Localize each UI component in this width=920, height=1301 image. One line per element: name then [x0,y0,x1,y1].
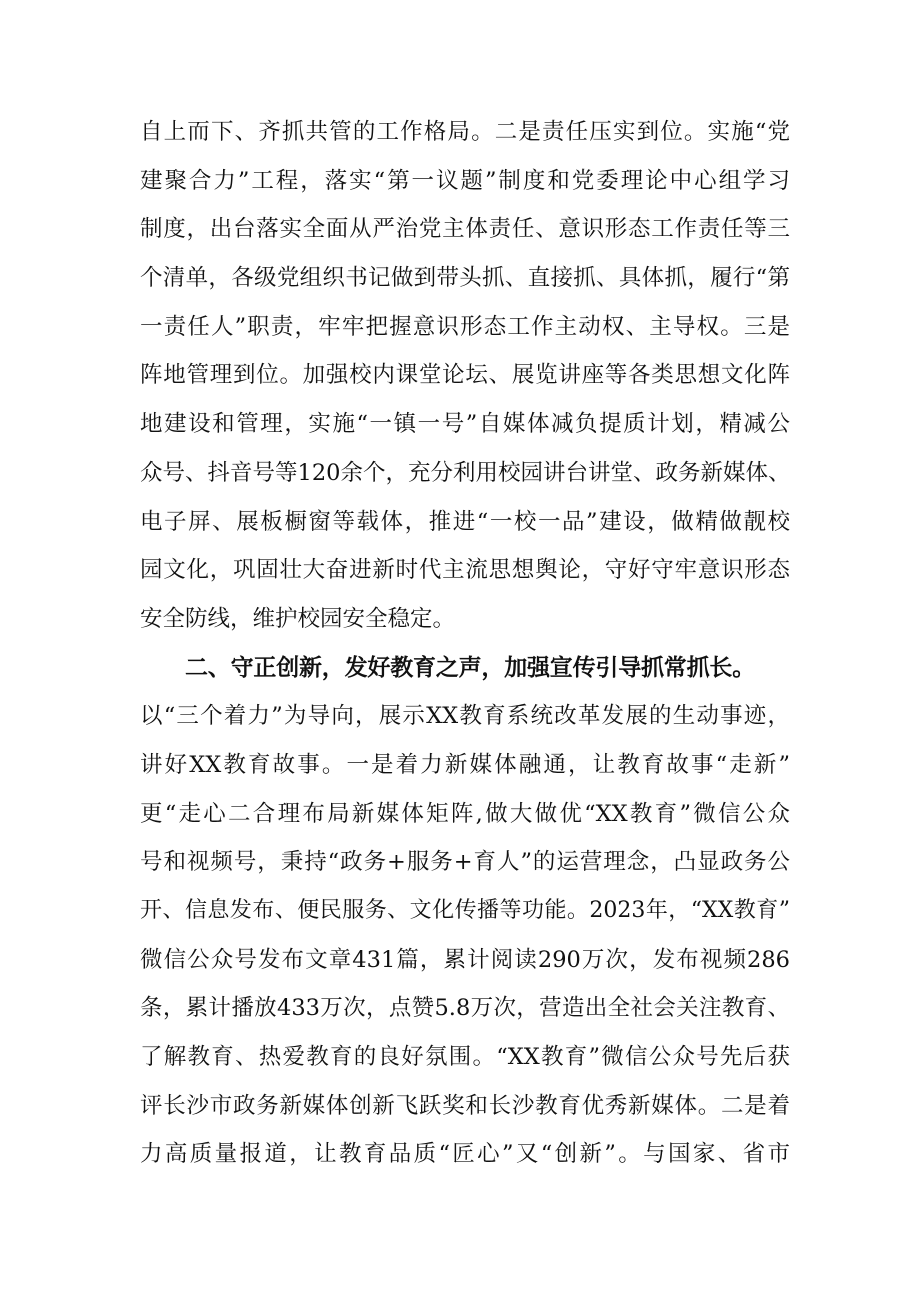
text-line: 更“走心二合理布局新媒体矩阵,做大做优“XX教育”微信公众 [140,800,790,827]
text-line: 园文化，巩固壮大奋进新时代主流思想舆论，守好守牢意识形态 [140,557,790,584]
text-line: 阵地管理到位。加强校内课堂论坛、展览讲座等各类思想文化阵 [140,362,790,389]
text-line: 自上而下、齐抓共管的工作格局。二是责任压实到位。实施“党 [140,119,790,145]
text-line: 众号、抖音号等120余个，充分利用校园讲台讲堂、政务新媒体、 [140,459,790,486]
text-line: 力高质量报道，让教育品质“匠心”又“创新”。与国家、省市 [140,1141,790,1168]
text-line: 建聚合力”工程，落实“第一议题”制度和党委理论中心组学习 [140,167,790,194]
paragraph-end-line: 安全防线，维护校园安全稳定。 [140,605,456,632]
text-line: 微信公众号发布文章431篇，累计阅读290万次，发布视频286 [140,946,790,973]
text-line: 了解教育、热爱教育的良好氛围。“XX教育”微信公众号先后获 [140,1044,790,1071]
text-line: 讲好XX教育故事。一是着力新媒体融通，让教育故事“走新” [140,751,790,778]
text-line: 号和视频号，秉持“政务+服务+育人”的运营理念，凸显政务公 [140,849,790,876]
text-line: 开、信息发布、便民服务、文化传播等功能。2023年，“XX教育” [140,898,790,923]
section-heading: 二、守正创新，发好教育之声，加强宣传引导抓常抓长。 [185,654,756,681]
text-line: 一责任人”职责，牢牢把握意识形态工作主动权、主导权。三是 [140,313,790,340]
text-line: 地建设和管理，实施“一镇一号”自媒体减负提质计划，精减公 [140,411,790,438]
text-line: 评长沙市政务新媒体创新飞跃奖和长沙教育优秀新媒体。二是着 [140,1092,790,1119]
text-line: 条，累计播放433万次，点赞5.8万次，营造出全社会关注教育、 [140,995,790,1022]
text-line: 电子屏、展板橱窗等载体，推进“一校一品”建设，做精做靓校 [140,508,790,535]
body-text [140,108,790,1179]
text-line: 制度，出台落实全面从严治党主体责任、意识形态工作责任等三 [140,216,790,243]
text-line: 以“三个着力”为导向，展示XX教育系统改革发展的生动事迹， [140,703,790,730]
text-line: 个清单，各级党组织书记做到带头抓、直接抓、具体抓，履行“第 [140,265,790,292]
